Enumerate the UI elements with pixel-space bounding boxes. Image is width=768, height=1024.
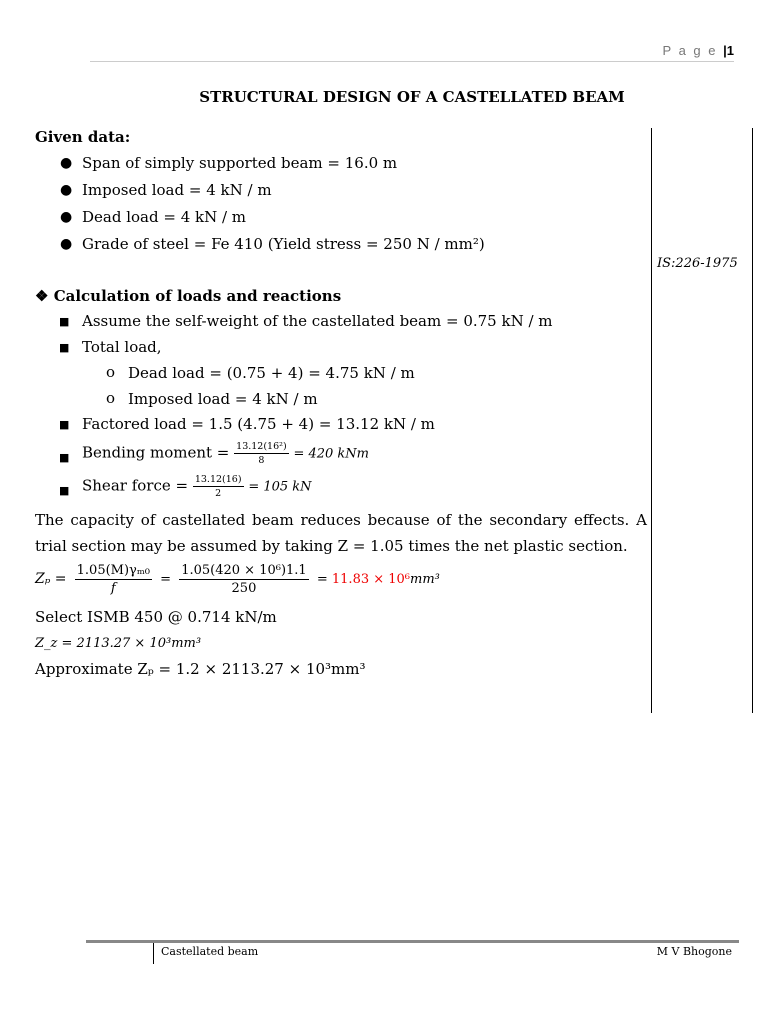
given-item: Imposed load = 4 kN / m (82, 181, 272, 199)
bullet-icon: ● (60, 209, 73, 225)
zp-frac1-num: 1.05(M)γₘ₀ (76, 563, 151, 578)
header-divider (90, 61, 734, 62)
zp-unit: mm³ (410, 572, 440, 587)
loads-heading-text: Calculation of loads and reactions (53, 287, 342, 305)
margin-line-left (651, 128, 652, 713)
square-bullet-icon: ■ (59, 484, 70, 497)
given-item: Grade of steel = Fe 410 (Yield stress = 250 N / mm²) (82, 235, 485, 253)
diamond-icon: ❖ (35, 287, 49, 305)
square-bullet-icon: ■ (59, 341, 70, 354)
bending-moment-item (82, 441, 369, 466)
approx-line: Approximate Zₚ = 1.2 × 2113.27 × 10³mm³ (35, 660, 366, 678)
bullet-icon: ● (60, 155, 73, 171)
zp-frac2-den: 250 (231, 581, 257, 596)
bm-numerator: 13.12(16²) (236, 441, 287, 452)
margin-line-right (752, 128, 753, 713)
loads-heading (35, 287, 341, 305)
footer-tick (153, 943, 154, 964)
square-bullet-icon: ■ (59, 418, 70, 431)
zp-frac1-den: f (110, 581, 116, 596)
bm-fraction (234, 441, 289, 466)
given-data-heading: Given data: (35, 128, 131, 146)
footer-divider (86, 940, 739, 943)
bm-result: = 420 kNm (293, 446, 370, 462)
zz-text: Z_z = 2113.27 × 10³mm³ (35, 636, 202, 651)
capacity-paragraph: The capacity of castellated beam reduces because of the secondary effects. A trial section may be assumed by taking Z = 1.05 times the net plastic section. (35, 511, 647, 555)
side-reference: IS:226-1975 (657, 256, 738, 271)
zp-equation (35, 563, 440, 596)
shear-force-item (82, 474, 312, 499)
given-item: Span of simply supported beam = 16.0 m (82, 154, 398, 172)
zp-equals: = (160, 572, 172, 587)
sf-result: = 105 kN (248, 479, 312, 495)
footer-right: M V Bhogone (656, 945, 732, 958)
imposed-load-item: Imposed load = 4 kN / m (128, 390, 318, 408)
zp-fraction-2 (179, 563, 309, 596)
bullet-icon: ● (60, 236, 73, 252)
page-separator: | (723, 43, 727, 58)
dead-load-item: Dead load = (0.75 + 4) = 4.75 kN / m (128, 364, 415, 382)
bullet-icon: ● (60, 182, 73, 198)
document-title: STRUCTURAL DESIGN OF A CASTELLATED BEAM (199, 88, 625, 106)
zp-fraction-1 (75, 563, 152, 596)
circle-bullet-icon: o (106, 389, 116, 407)
square-bullet-icon: ■ (59, 315, 70, 328)
sf-denominator: 2 (215, 488, 222, 499)
sf-label: Shear force = (82, 476, 189, 495)
sf-numerator: 13.12(16) (194, 474, 242, 485)
self-weight-item: Assume the self-weight of the castellated beam = 0.75 kN / m (82, 312, 553, 330)
zp-equals-2: = (316, 572, 328, 587)
sf-fraction (193, 474, 244, 499)
factored-load-item: Factored load = 1.5 (4.75 + 4) = 13.12 kN / m (82, 415, 435, 433)
zp-result: 11.83 × 10⁶ (331, 572, 411, 587)
page-label: P a g e (662, 43, 718, 58)
zp-lhs: Zₚ = (35, 571, 67, 587)
page-number: 1 (726, 43, 734, 58)
zp-frac2-num: 1.05(420 × 10⁶)1.1 (181, 563, 307, 578)
total-load-item: Total load, (82, 338, 162, 356)
page-number-header (663, 43, 734, 58)
bm-label: Bending moment = (82, 443, 230, 462)
square-bullet-icon: ■ (59, 451, 70, 464)
circle-bullet-icon: o (106, 363, 116, 381)
footer-left: Castellated beam (161, 945, 259, 958)
zz-line (35, 636, 201, 651)
given-item: Dead load = 4 kN / m (82, 208, 247, 226)
bm-denominator: 8 (258, 455, 265, 466)
select-section: Select ISMB 450 @ 0.714 kN/m (35, 608, 277, 626)
